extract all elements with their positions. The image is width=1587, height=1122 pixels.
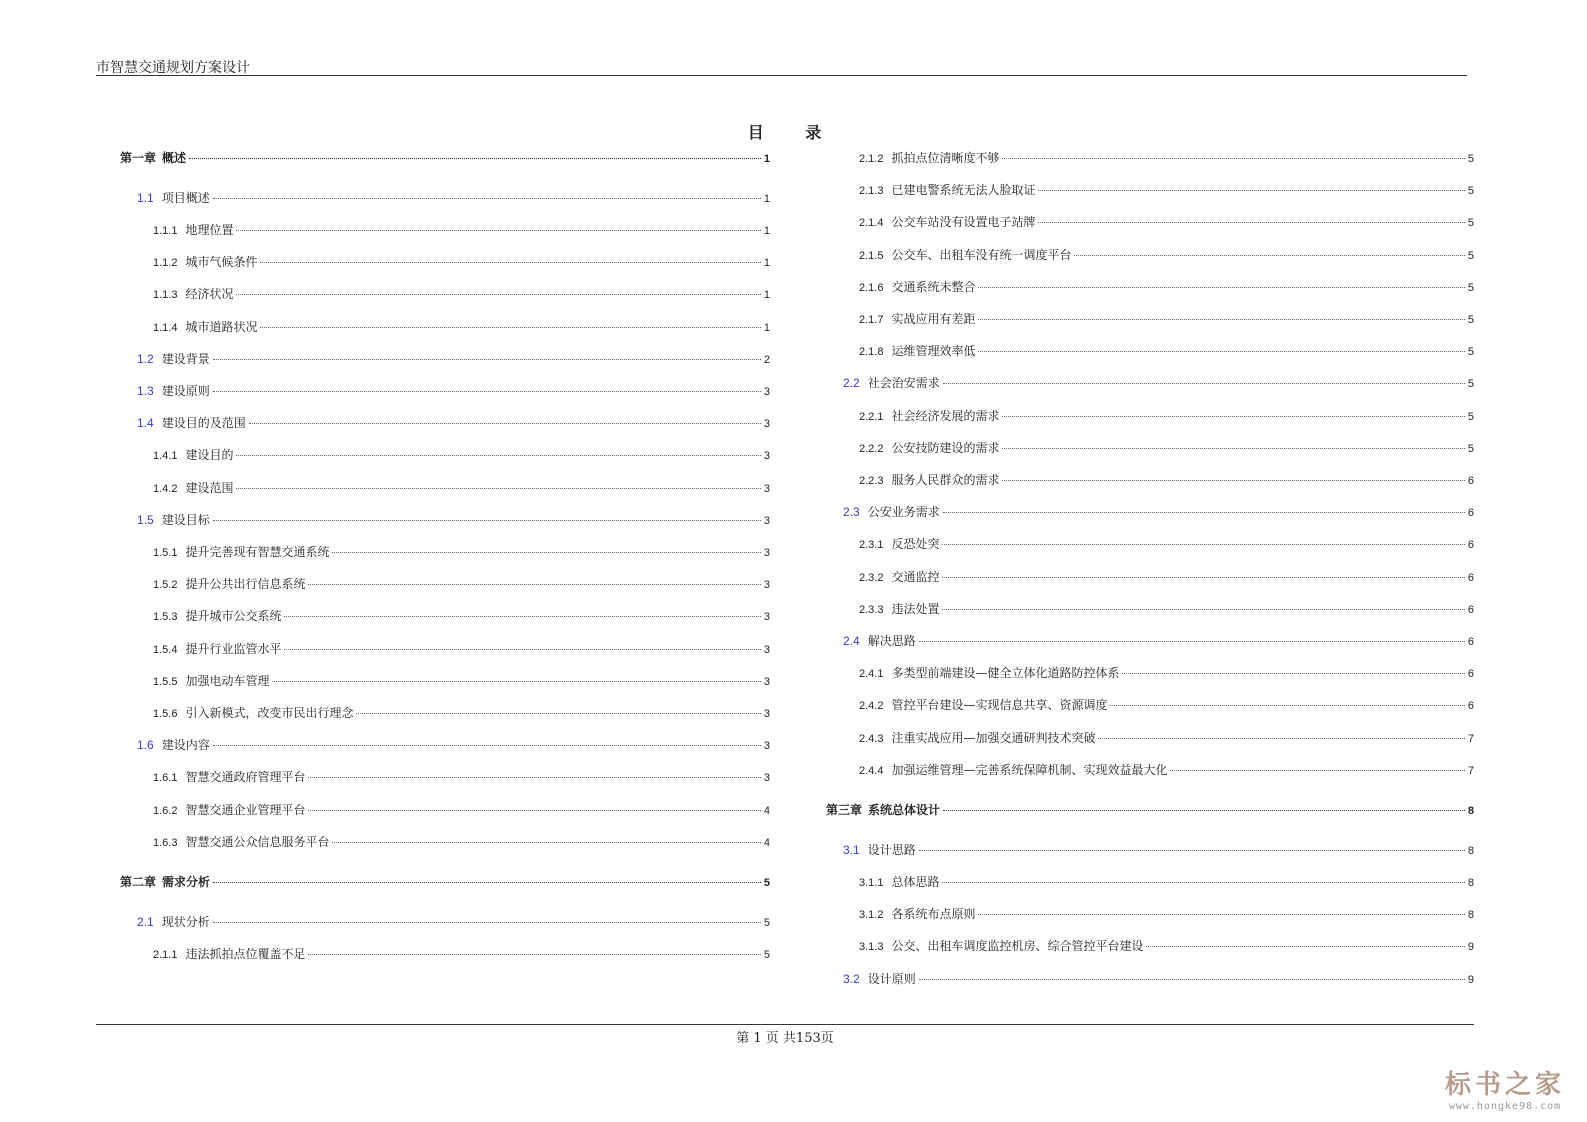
toc-entry-number: 1.4.2 [153,483,178,495]
toc-dot-leader [308,777,760,778]
toc-entry-label: 提升城市公交系统 [185,609,282,623]
toc-entry[interactable] [826,601,1474,618]
toc-entry-number: 第三章 [826,803,863,817]
toc-dot-leader [943,512,1465,513]
toc-entry[interactable] [826,938,1474,955]
toc-dot-leader [978,319,1464,320]
toc-entry[interactable] [826,569,1474,586]
toc-entry-page: 1 [763,322,770,334]
toc-entry[interactable] [826,375,1474,392]
toc-entry-page: 3 [763,676,770,688]
toc-entry-page: 5 [1467,250,1474,262]
toc-entry-page: 8 [1467,805,1474,817]
toc-entry[interactable] [826,906,1474,923]
toc-entry-page: 5 [1467,314,1474,326]
toc-entry[interactable] [826,247,1474,264]
toc-entry-page: 6 [1467,475,1474,487]
toc-entry[interactable] [826,150,1474,167]
toc-entry-page: 3 [763,611,770,623]
toc-entry[interactable] [120,834,770,851]
toc-dot-leader [942,609,1464,610]
toc-entry-number: 1.1.4 [153,322,178,334]
toc-entry[interactable] [120,512,770,529]
toc-dot-leader [236,294,760,295]
toc-entry-page: 5 [763,949,770,961]
toc-entry-label: 提升公共出行信息系统 [185,577,306,591]
toc-dot-leader [213,745,761,746]
toc-entry[interactable] [120,769,770,786]
toc-entry-number: 2.4.4 [859,765,884,777]
toc-entry-number: 2.3 [843,505,860,519]
toc-entry-label: 建设目的及范围 [161,416,246,430]
toc-entry-page: 7 [1467,733,1474,745]
toc-entry-number: 1.6 [137,738,154,752]
toc-entry-page: 3 [763,418,770,430]
toc-entry-number: 1.5.2 [153,579,178,591]
toc-dot-leader [260,327,760,328]
header-divider [96,75,1467,76]
toc-entry-page: 8 [1467,845,1474,857]
toc-entry-label: 提升完善现有智慧交通系统 [185,545,330,559]
toc-entry-label: 概述 [162,151,187,165]
toc-entry[interactable] [120,447,770,464]
toc-dot-leader [213,922,761,923]
toc-entry-label: 建设范围 [185,481,234,495]
toc-entry-label: 需求分析 [162,875,211,889]
toc-entry[interactable] [826,971,1474,988]
toc-entry-number: 3.1 [843,843,860,857]
toc-entry-page: 5 [1467,185,1474,197]
toc-dot-leader [284,649,760,650]
toc-entry[interactable] [826,633,1474,650]
toc-dot-leader [919,979,1465,980]
toc-entry[interactable] [120,544,770,561]
toc-entry-label: 反恐处突 [891,537,940,551]
toc-entry-label: 建设目的 [185,448,234,462]
toc-entry[interactable] [826,440,1474,457]
toc-entry[interactable] [120,383,770,400]
toc-dot-leader [942,577,1464,578]
toc-entry-page: 5 [1467,153,1474,165]
toc-entry-number: 1.3 [137,384,154,398]
toc-entry-page: 5 [1467,346,1474,358]
toc-entry-label: 交通监控 [891,570,940,584]
toc-entry-number: 3.1.1 [859,877,884,889]
toc-entry-number: 第二章 [120,875,157,889]
toc-entry-label: 加强电动车管理 [185,674,270,688]
toc-dot-leader [236,455,760,456]
toc-entry[interactable] [826,472,1474,489]
toc-dot-leader [1002,448,1464,449]
toc-dot-leader [942,544,1464,545]
toc-entry[interactable] [826,697,1474,714]
toc-entry-label: 公交、出租车调度监控机房、综合管控平台建设 [891,939,1144,953]
toc-entry-page: 6 [1467,507,1474,519]
toc-entry[interactable] [826,214,1474,231]
toc-entry-label: 公交车站没有设置电子站牌 [891,215,1036,229]
toc-entry-label: 建设原则 [161,384,210,398]
toc-entry-label: 建设目标 [161,513,210,527]
toc-entry-label: 运维管理效率低 [891,344,976,358]
toc-entry-page: 6 [1467,700,1474,712]
toc-dot-leader [236,230,760,231]
toc-entry-number: 2.3.2 [859,572,884,584]
toc-entry-number: 1.6.2 [153,805,178,817]
toc-dot-leader [978,351,1464,352]
toc-entry-number: 第一章 [120,151,157,165]
toc-dot-leader [1002,158,1464,159]
toc-dot-leader [1146,946,1464,947]
toc-entry-page: 9 [1467,974,1474,986]
footer-divider [96,1024,1474,1025]
toc-dot-leader [189,158,761,159]
toc-entry-number: 2.1.5 [859,250,884,262]
toc-entry-label: 城市气候条件 [185,255,258,269]
toc-entry[interactable] [120,737,770,754]
toc-entry-number: 1.2 [137,352,154,366]
toc-dot-leader [1122,673,1464,674]
toc-dot-leader [284,616,760,617]
toc-entry-number: 2.4.3 [859,733,884,745]
toc-entry-label: 违法处置 [891,602,940,616]
toc-dot-leader [1110,705,1464,706]
toc-entry-label: 建设内容 [161,738,210,752]
toc-entry-number: 1.1.1 [153,225,178,237]
toc-entry-page: 7 [1467,765,1474,777]
toc-entry-number: 2.4.1 [859,668,884,680]
toc-entry-label: 建设背景 [161,352,210,366]
toc-dot-leader [356,713,760,714]
toc-dot-leader [1098,738,1464,739]
toc-entry[interactable] [120,150,770,167]
toc-entry[interactable] [826,842,1474,859]
toc-entry-number: 2.2 [843,376,860,390]
toc-entry-page: 5 [1467,443,1474,455]
toc-entry-label: 多类型前端建设—健全立体化道路防控体系 [891,666,1120,680]
toc-entry[interactable] [120,874,770,891]
toc-entry-page: 3 [763,547,770,559]
toc-dot-leader [1038,222,1464,223]
toc-entry-label: 公安技防建设的需求 [891,441,1000,455]
toc-entry-page: 4 [763,837,770,849]
toc-entry-label: 引入新模式，改变市民出行理念 [185,706,354,720]
toc-entry[interactable] [826,665,1474,682]
toc-entry-page: 2 [763,354,770,366]
toc-entry[interactable] [826,343,1474,360]
toc-entry[interactable] [120,351,770,368]
toc-entry-page: 5 [763,877,770,889]
toc-entry-label: 各系统布点原则 [891,907,976,921]
toc-entry[interactable] [826,536,1474,553]
toc-entry-page: 8 [1467,909,1474,921]
toc-entry-page: 3 [763,772,770,784]
toc-entry-number: 1.4 [137,416,154,430]
toc-dot-leader [943,383,1465,384]
toc-entry-label: 管控平台建设—实现信息共享、资源调度 [891,698,1108,712]
watermark-name: 标书之家 [1444,1070,1565,1100]
toc-entry-number: 3.1.2 [859,909,884,921]
toc-entry[interactable] [120,480,770,497]
toc-entry[interactable] [120,222,770,239]
toc-dot-leader [308,810,760,811]
toc-entry[interactable] [826,504,1474,521]
toc-entry[interactable] [120,415,770,432]
toc-entry-number: 2.1 [137,915,154,929]
toc-dot-leader [978,287,1464,288]
toc-entry[interactable] [120,608,770,625]
toc-dot-leader [943,810,1465,811]
toc-entry-label: 交通系统未整合 [891,280,976,294]
toc-entry[interactable] [120,705,770,722]
toc-entry[interactable] [120,319,770,336]
toc-entry[interactable] [826,874,1474,891]
toc-entry-label: 注重实战应用—加强交通研判技术突破 [891,731,1096,745]
toc-entry-number: 2.3.1 [859,539,884,551]
toc-entry-number: 1.5.6 [153,708,178,720]
toc-title: 目 录 [747,123,840,142]
toc-dot-leader [919,850,1465,851]
toc-dot-leader [1170,770,1464,771]
toc-dot-leader [213,359,761,360]
toc-entry-page: 5 [1467,282,1474,294]
toc-entry-number: 1.5 [137,513,154,527]
toc-entry-label: 智慧交通公众信息服务平台 [185,835,330,849]
document-header-title: 市智慧交通规划方案设计 [96,60,250,76]
toc-dot-leader [213,198,761,199]
toc-entry-number: 2.4 [843,634,860,648]
toc-entry-number: 1.6.3 [153,837,178,849]
toc-entry[interactable] [120,946,770,963]
toc-entry-number: 2.1.1 [153,949,178,961]
toc-entry-label: 社会治安需求 [867,376,940,390]
toc-entry[interactable] [120,286,770,303]
toc-entry-label: 实战应用有差距 [891,312,976,326]
toc-entry-label: 服务人民群众的需求 [891,473,1000,487]
toc-entry-page: 3 [763,579,770,591]
toc-entry-number: 1.4.1 [153,450,178,462]
toc-entry-number: 2.1.6 [859,282,884,294]
toc-entry-label: 城市道路状况 [185,320,258,334]
toc-entry[interactable] [826,408,1474,425]
toc-entry-number: 2.3.3 [859,604,884,616]
toc-entry-label: 加强运维管理—完善系统保障机制、实现效益最大化 [891,763,1168,777]
toc-dot-leader [1002,480,1464,481]
toc-entry-number: 1.1.2 [153,257,178,269]
toc-entry-page: 3 [763,450,770,462]
toc-entry-page: 3 [763,483,770,495]
toc-entry-number: 2.1.7 [859,314,884,326]
toc-entry-number: 1.1 [137,191,154,205]
toc-dot-leader [919,641,1465,642]
toc-dot-leader [213,520,761,521]
toc-entry-label: 公安业务需求 [867,505,940,519]
toc-entry-label: 项目概述 [161,191,210,205]
toc-entry-number: 2.2.1 [859,411,884,423]
watermark-logo [1445,1069,1565,1112]
toc-entry-label: 设计原则 [867,972,916,986]
toc-entry[interactable] [826,279,1474,296]
toc-entry-number: 1.5.5 [153,676,178,688]
toc-entry-page: 4 [763,805,770,817]
toc-entry[interactable] [826,730,1474,747]
toc-entry-page: 3 [763,515,770,527]
toc-entry-label: 社会经济发展的需求 [891,409,1000,423]
watermark-url: www.hongke98.com [1448,1101,1562,1112]
toc-entry-label: 地理位置 [185,223,234,237]
toc-entry[interactable] [826,762,1474,779]
toc-dot-leader [1002,416,1464,417]
toc-dot-leader [213,391,761,392]
toc-entry-label: 提升行业监管水平 [185,642,282,656]
toc-entry-page: 3 [763,740,770,752]
toc-entry-label: 系统总体设计 [868,803,941,817]
page-number: 第 1 页 共153页 [736,1031,834,1046]
toc-entry-page: 5 [1467,217,1474,229]
toc-entry[interactable] [120,576,770,593]
toc-entry-page: 5 [1467,378,1474,390]
toc-entry-label: 已建电警系统无法人脸取证 [891,183,1036,197]
toc-entry-page: 5 [763,917,770,929]
toc-entry-label: 经济状况 [185,287,234,301]
toc-entry-page: 5 [1467,411,1474,423]
toc-entry[interactable] [120,914,770,931]
toc-entry[interactable] [120,254,770,271]
toc-entry-page: 6 [1467,636,1474,648]
toc-entry-page: 1 [763,225,770,237]
toc-entry-page: 1 [763,289,770,301]
toc-entry-page: 3 [763,386,770,398]
toc-entry-label: 抓拍点位清晰度不够 [891,151,1000,165]
toc-dot-leader [1074,255,1464,256]
toc-entry-label: 智慧交通政府管理平台 [185,770,306,784]
toc-entry-number: 1.5.3 [153,611,178,623]
toc-entry-number: 3.2 [843,972,860,986]
toc-dot-leader [978,914,1464,915]
toc-dot-leader [272,681,760,682]
toc-dot-leader [249,423,761,424]
toc-entry-page: 6 [1467,668,1474,680]
toc-entry-number: 1.6.1 [153,772,178,784]
toc-entry[interactable] [120,673,770,690]
toc-entry[interactable] [826,182,1474,199]
toc-entry-page: 3 [763,644,770,656]
toc-entry[interactable] [120,802,770,819]
toc-entry-number: 2.2.3 [859,475,884,487]
toc-entry[interactable] [120,190,770,207]
toc-entry-page: 1 [763,193,770,205]
toc-dot-leader [260,262,760,263]
toc-dot-leader [308,584,760,585]
toc-entry-page: 6 [1467,539,1474,551]
toc-entry[interactable] [120,641,770,658]
toc-dot-leader [1038,190,1464,191]
toc-entry-page: 3 [763,708,770,720]
toc-entry-number: 3.1.3 [859,941,884,953]
toc-dot-leader [308,954,760,955]
toc-entry-number: 2.4.2 [859,700,884,712]
toc-entry-label: 设计思路 [867,843,916,857]
toc-dot-leader [332,842,760,843]
toc-entry-number: 2.1.4 [859,217,884,229]
toc-entry-number: 2.1.3 [859,185,884,197]
toc-entry-label: 公交车、出租车没有统一调度平台 [891,248,1072,262]
toc-entry-label: 解决思路 [867,634,916,648]
toc-entry-page: 1 [763,257,770,269]
toc-entry-page: 9 [1467,941,1474,953]
toc-entry-label: 违法抓拍点位覆盖不足 [185,947,306,961]
toc-entry-label: 总体思路 [891,875,940,889]
toc-entry-number: 2.1.2 [859,153,884,165]
toc-entry-page: 6 [1467,604,1474,616]
toc-entry-label: 现状分析 [161,915,210,929]
toc-entry-number: 2.1.8 [859,346,884,358]
toc-entry-label: 智慧交通企业管理平台 [185,803,306,817]
toc-entry-page: 8 [1467,877,1474,889]
toc-entry[interactable] [826,802,1474,819]
toc-dot-leader [332,552,760,553]
toc-entry-number: 1.5.1 [153,547,178,559]
toc-dot-leader [213,882,761,883]
toc-entry-number: 1.1.3 [153,289,178,301]
toc-entry[interactable] [826,311,1474,328]
toc-entry-page: 1 [763,153,770,165]
toc-entry-page: 6 [1467,572,1474,584]
toc-dot-leader [942,882,1464,883]
toc-entry-number: 2.2.2 [859,443,884,455]
toc-dot-leader [236,488,760,489]
toc-entry-number: 1.5.4 [153,644,178,656]
